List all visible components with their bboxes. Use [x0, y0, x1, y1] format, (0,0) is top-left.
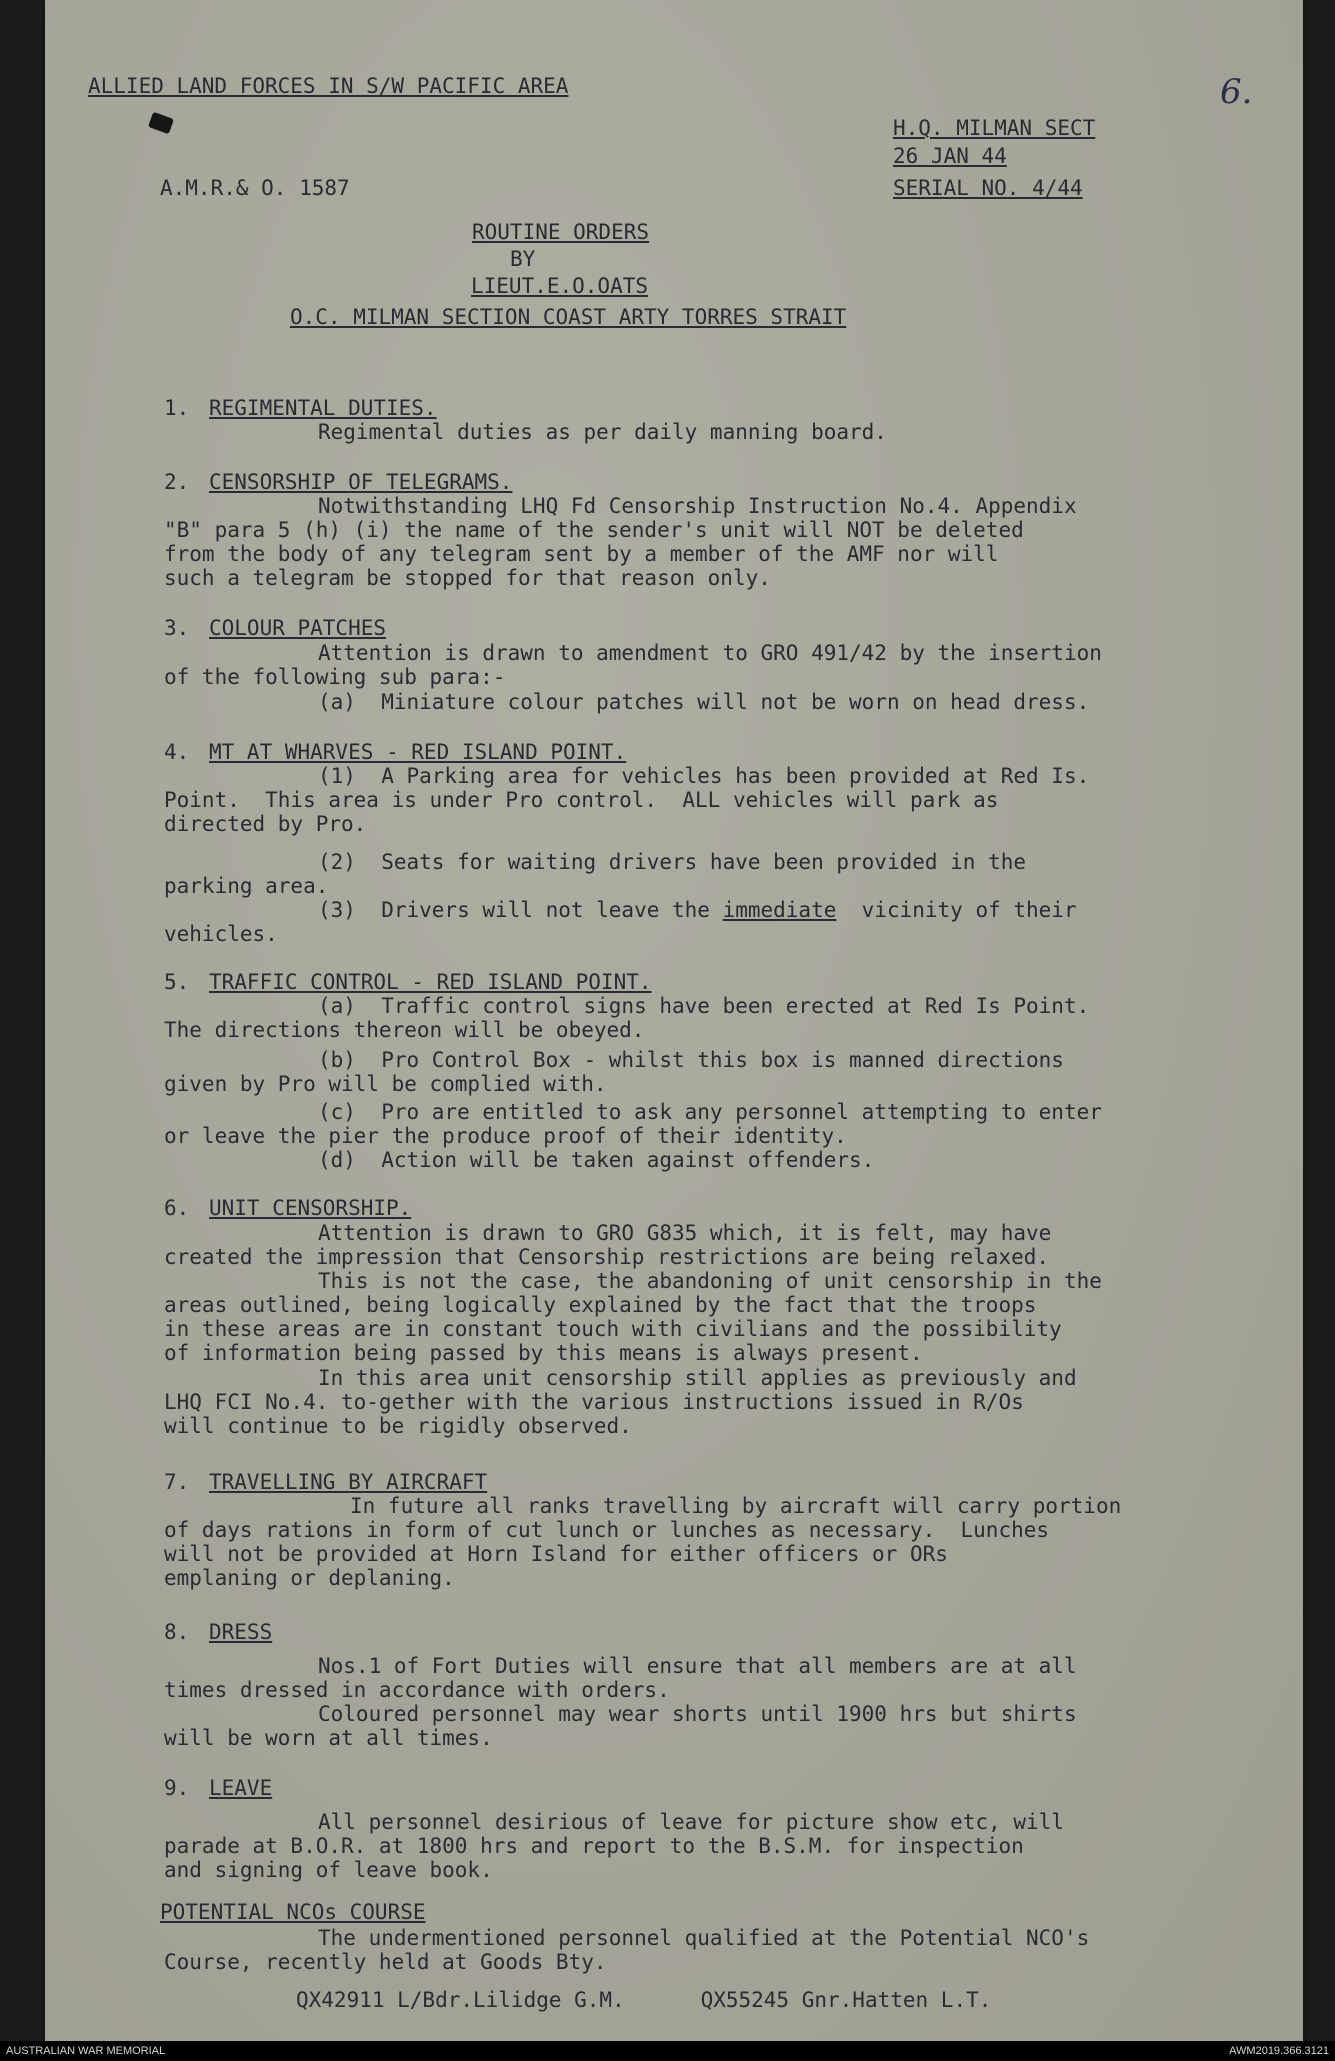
title-by: BY	[510, 247, 536, 271]
paragraph-line: of information being passed by this means is always present.	[164, 1341, 923, 1365]
paragraph-line: times dressed in accordance with orders.	[164, 1678, 670, 1702]
paragraph-line: and signing of leave book.	[164, 1858, 493, 1882]
paragraph-line: will continue to be rigidly observed.	[164, 1414, 632, 1438]
footer-institution: AUSTRALIAN WAR MEMORIAL	[6, 2045, 166, 2057]
paragraph-line: parking area.	[164, 874, 329, 898]
handwritten-page-number: 6.	[1220, 72, 1253, 112]
section-number: 2.	[164, 470, 190, 494]
section-heading: CENSORSHIP OF TELEGRAMS.	[209, 470, 513, 494]
paragraph-line: All personnel desirious of leave for picture show etc, will	[318, 1810, 1064, 1834]
section-heading: LEAVE	[209, 1776, 273, 1800]
paragraph-line: The undermentioned personnel qualified at the Potential NCO's	[318, 1926, 1090, 1950]
date-label: 26 JAN 44	[893, 144, 1007, 168]
amr-reference: A.M.R.& O. 1587	[160, 176, 350, 200]
text-run: vicinity of their	[836, 898, 1077, 922]
paragraph-line: "B" para 5 (h) (i) the name of the sender's unit will NOT be deleted	[164, 518, 1024, 542]
section-number: 9.	[164, 1776, 190, 1800]
section-heading: TRAFFIC CONTROL - RED ISLAND POINT.	[209, 970, 652, 994]
paragraph-line: parade at B.O.R. at 1800 hrs and report to the B.S.M. for inspection	[164, 1834, 1024, 1858]
hq-label: H.Q. MILMAN SECT	[893, 116, 1096, 140]
paragraph-line: Notwithstanding LHQ Fd Censorship Instruction No.4. Appendix	[318, 494, 1077, 518]
paragraph-line: (2) Seats for waiting drivers have been provided in the	[318, 850, 1027, 874]
section-heading: MT AT WHARVES - RED ISLAND POINT.	[209, 740, 627, 764]
paragraph-line: This is not the case, the abandoning of unit censorship in the	[318, 1269, 1102, 1293]
section-heading: COLOUR PATCHES	[209, 616, 387, 640]
paragraph-line: vehicles.	[164, 922, 278, 946]
paragraph-line: QX42911 L/Bdr.Lilidge G.M. QX55245 Gnr.Hatten L.T.	[296, 1988, 992, 2012]
force-heading: ALLIED LAND FORCES IN S/W PACIFIC AREA	[88, 74, 569, 98]
paragraph-line: from the body of any telegram sent by a member of the AMF nor will	[164, 542, 999, 566]
paragraph-line: (1) A Parking area for vehicles has been provided at Red Is.	[318, 764, 1090, 788]
title-unit: O.C. MILMAN SECTION COAST ARTY TORRES STRAIT	[290, 305, 847, 329]
paragraph-line: emplaning or deplaning.	[164, 1566, 455, 1590]
underlined-word: immediate	[722, 898, 837, 922]
paragraph-line: given by Pro will be complied with.	[164, 1072, 607, 1096]
section-heading: POTENTIAL NCOs COURSE	[160, 1900, 426, 1924]
section-number: 8.	[164, 1620, 190, 1644]
serial-label: SERIAL NO. 4/44	[893, 176, 1083, 200]
section-heading: UNIT CENSORSHIP.	[209, 1196, 412, 1220]
section-number: 1.	[164, 396, 190, 420]
paragraph-line: created the impression that Censorship restrictions are being relaxed.	[164, 1245, 1050, 1269]
paragraph-line: LHQ FCI No.4. to-gether with the various instructions issued in R/Os	[164, 1390, 1024, 1414]
section-number: 5.	[164, 970, 190, 994]
paragraph-line: of the following sub para:-	[164, 665, 506, 689]
section-number: 3.	[164, 616, 190, 640]
paragraph-line: or leave the pier the produce proof of their identity.	[164, 1124, 847, 1148]
paragraph-line: (a) Miniature colour patches will not be worn on head dress.	[318, 690, 1090, 714]
paragraph-line: such a telegram be stopped for that reason only.	[164, 566, 771, 590]
text-run: (3) Drivers will not leave the	[318, 898, 723, 922]
paragraph-line: of days rations in form of cut lunch or lunches as necessary. Lunches	[164, 1518, 1050, 1542]
paragraph-line: (a) Traffic control signs have been erected at Red Is Point.	[318, 994, 1090, 1018]
paragraph-line: (c) Pro are entitled to ask any personnel attempting to enter	[318, 1100, 1102, 1124]
footer-accession-number: AWM2019.366.3121	[1229, 2045, 1329, 2057]
paragraph-line: Coloured personnel may wear shorts until 1900 hrs but shirts	[318, 1702, 1077, 1726]
section-heading: DRESS	[209, 1620, 273, 1644]
paragraph-line: (d) Action will be taken against offenders.	[318, 1148, 875, 1172]
title-routine-orders: ROUTINE ORDERS	[472, 220, 650, 244]
paragraph-line: will be worn at all times.	[164, 1726, 493, 1750]
archive-footer	[0, 2041, 1335, 2061]
section-heading: TRAVELLING BY AIRCRAFT	[209, 1470, 488, 1494]
paragraph-line: The directions thereon will be obeyed.	[164, 1018, 645, 1042]
paragraph-line: In this area unit censorship still applies as previously and	[318, 1366, 1077, 1390]
paragraph-line: Point. This area is under Pro control. ALL vehicles will park as	[164, 788, 999, 812]
paragraph-line: Attention is drawn to GRO G835 which, it is felt, may have	[318, 1221, 1052, 1245]
paragraph-line: Regimental duties as per daily manning board.	[318, 420, 887, 444]
section-number: 4.	[164, 740, 190, 764]
paragraph-line	[318, 898, 1077, 922]
section-number: 7.	[164, 1470, 190, 1494]
paragraph-line: Attention is drawn to amendment to GRO 491/42 by the insertion	[318, 641, 1102, 665]
section-heading: REGIMENTAL DUTIES.	[209, 396, 437, 420]
paragraph-line: Course, recently held at Goods Bty.	[164, 1950, 607, 1974]
paragraph-line: (b) Pro Control Box - whilst this box is manned directions	[318, 1048, 1064, 1072]
paragraph-line: directed by Pro.	[164, 812, 367, 836]
section-number: 6.	[164, 1196, 190, 1220]
paragraph-line: areas outlined, being logically explained by the fact that the troops	[164, 1293, 1037, 1317]
paragraph-line: In future all ranks travelling by aircraft will carry portion	[350, 1494, 1122, 1518]
title-officer: LIEUT.E.O.OATS	[471, 274, 649, 298]
paragraph-line: in these areas are in constant touch with civilians and the possibility	[164, 1317, 1062, 1341]
paragraph-line: Nos.1 of Fort Duties will ensure that all members are at all	[318, 1654, 1077, 1678]
paragraph-line: will not be provided at Horn Island for either officers or ORs	[164, 1542, 948, 1566]
